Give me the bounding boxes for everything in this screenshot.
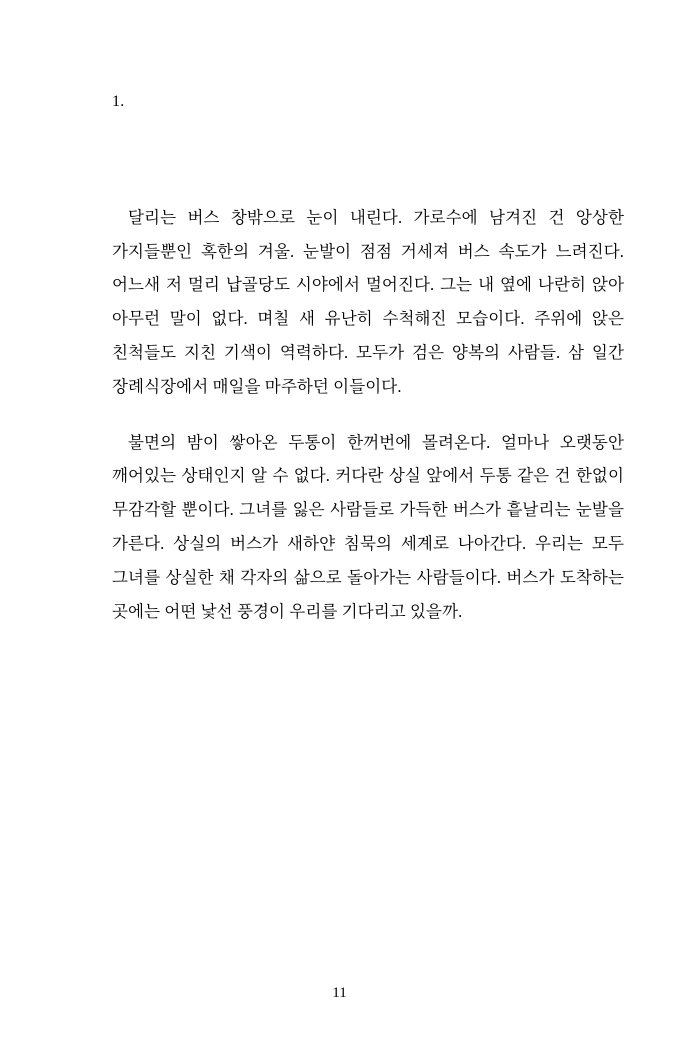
page-number: 11	[332, 985, 347, 1001]
section-number: 1.	[112, 93, 125, 110]
body-paragraph: 달리는 버스 창밖으로 눈이 내린다. 가로수에 남겨진 건 앙상한 가지들뿐인 혹한의 겨울. 눈발이 점점 거세져 버스 속도가 느려진다. 어느새 저 멀리 납골당도 시야에서 멀어진다. 그는 내 옆에 나란히 앉아 아무런 말이 없다. 며칠 새 유난히 수척해진 모습이다. 주위에 앉은 친척들도 지친 기색이 역력하다. 모두가 검은 양복의 사람들. 삼 일간 장례식장에서 매일을 마주하던 이들이다.	[112, 207, 624, 396]
page-content	[112, 92, 624, 629]
body-paragraph: 불면의 밤이 쌓아온 두통이 한꺼번에 몰려온다. 얼마나 오랫동안 깨어있는 상태인지 알 수 없다. 커다란 상실 앞에서 두통 같은 건 한없이 무감각할 뿐이다. 그녀를 잃은 사람들로 가득한 버스가 흩날리는 눈발을 가른다. 상실의 버스가 새하얀 침묵의 세계로 나아간다. 우리는 모두 그녀를 상실한 채 각자의 삶으로 돌아가는 사람들이다. 버스가 도착하는 곳에는 어떤 낯선 풍경이 우리를 기다리고 있을까.	[112, 432, 624, 621]
